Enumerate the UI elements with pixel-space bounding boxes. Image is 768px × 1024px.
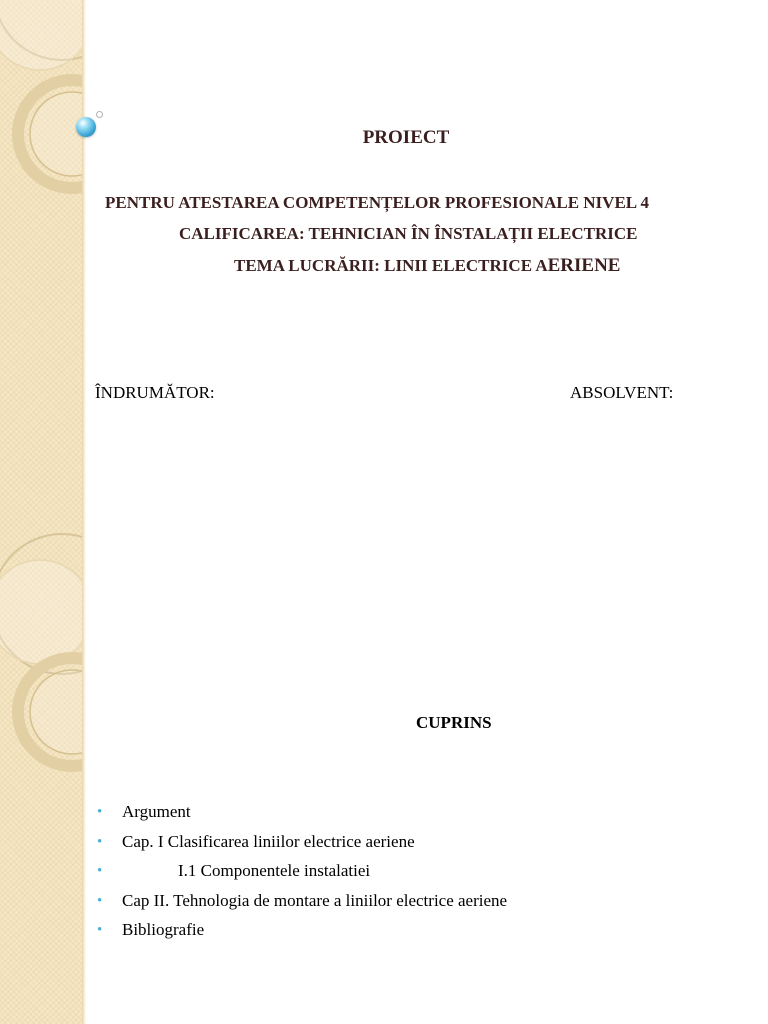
supervisor-label: ÎNDRUMĂTOR: — [95, 383, 215, 402]
small-ring-ornament — [96, 111, 103, 118]
bullet-icon: • — [97, 922, 103, 938]
contents-heading: CUPRINS — [416, 713, 492, 732]
contents-item-text: I.1 Componentele instalatiei — [178, 861, 371, 880]
bullet-icon: • — [97, 863, 103, 879]
deco-disc-lower — [0, 560, 84, 664]
side-strip-edge — [82, 0, 86, 1024]
deco-ring-lower-inner — [30, 670, 84, 754]
decorative-circles-graphic — [0, 0, 84, 1024]
deco-disc-top — [0, 0, 84, 70]
contents-item-text: Bibliografie — [122, 920, 205, 939]
graduate-label: ABSOLVENT: — [570, 383, 674, 402]
contents-item-text: Cap II. Tehnologia de montare a liniilor electrice aeriene — [122, 890, 508, 910]
page-title: PROIECT — [362, 127, 450, 148]
decorative-side-strip — [0, 0, 84, 1024]
bullet-icon: • — [97, 892, 103, 909]
contents-item-text: Cap. I Clasificarea liniilor electrice aeriene — [122, 831, 415, 851]
theme-text-prefix: TEMA LUCRĂRII: LINII ELECTRICE A — [234, 256, 548, 275]
contents-item-text: Argument — [122, 802, 191, 821]
theme-text-suffix: ERIENE — [547, 255, 621, 276]
subtitle-line-theme — [234, 255, 620, 277]
subtitle-line-certification: PENTRU ATESTAREA COMPETENȚELOR PROFESIONALE NIVEL 4 — [105, 193, 649, 212]
bullet-icon: • — [97, 833, 103, 850]
subtitle-line-qualification: CALIFICAREA: TEHNICIAN ÎN ÎNSTALAȚII ELECTRICE — [179, 224, 638, 243]
bullet-icon: • — [97, 804, 103, 820]
